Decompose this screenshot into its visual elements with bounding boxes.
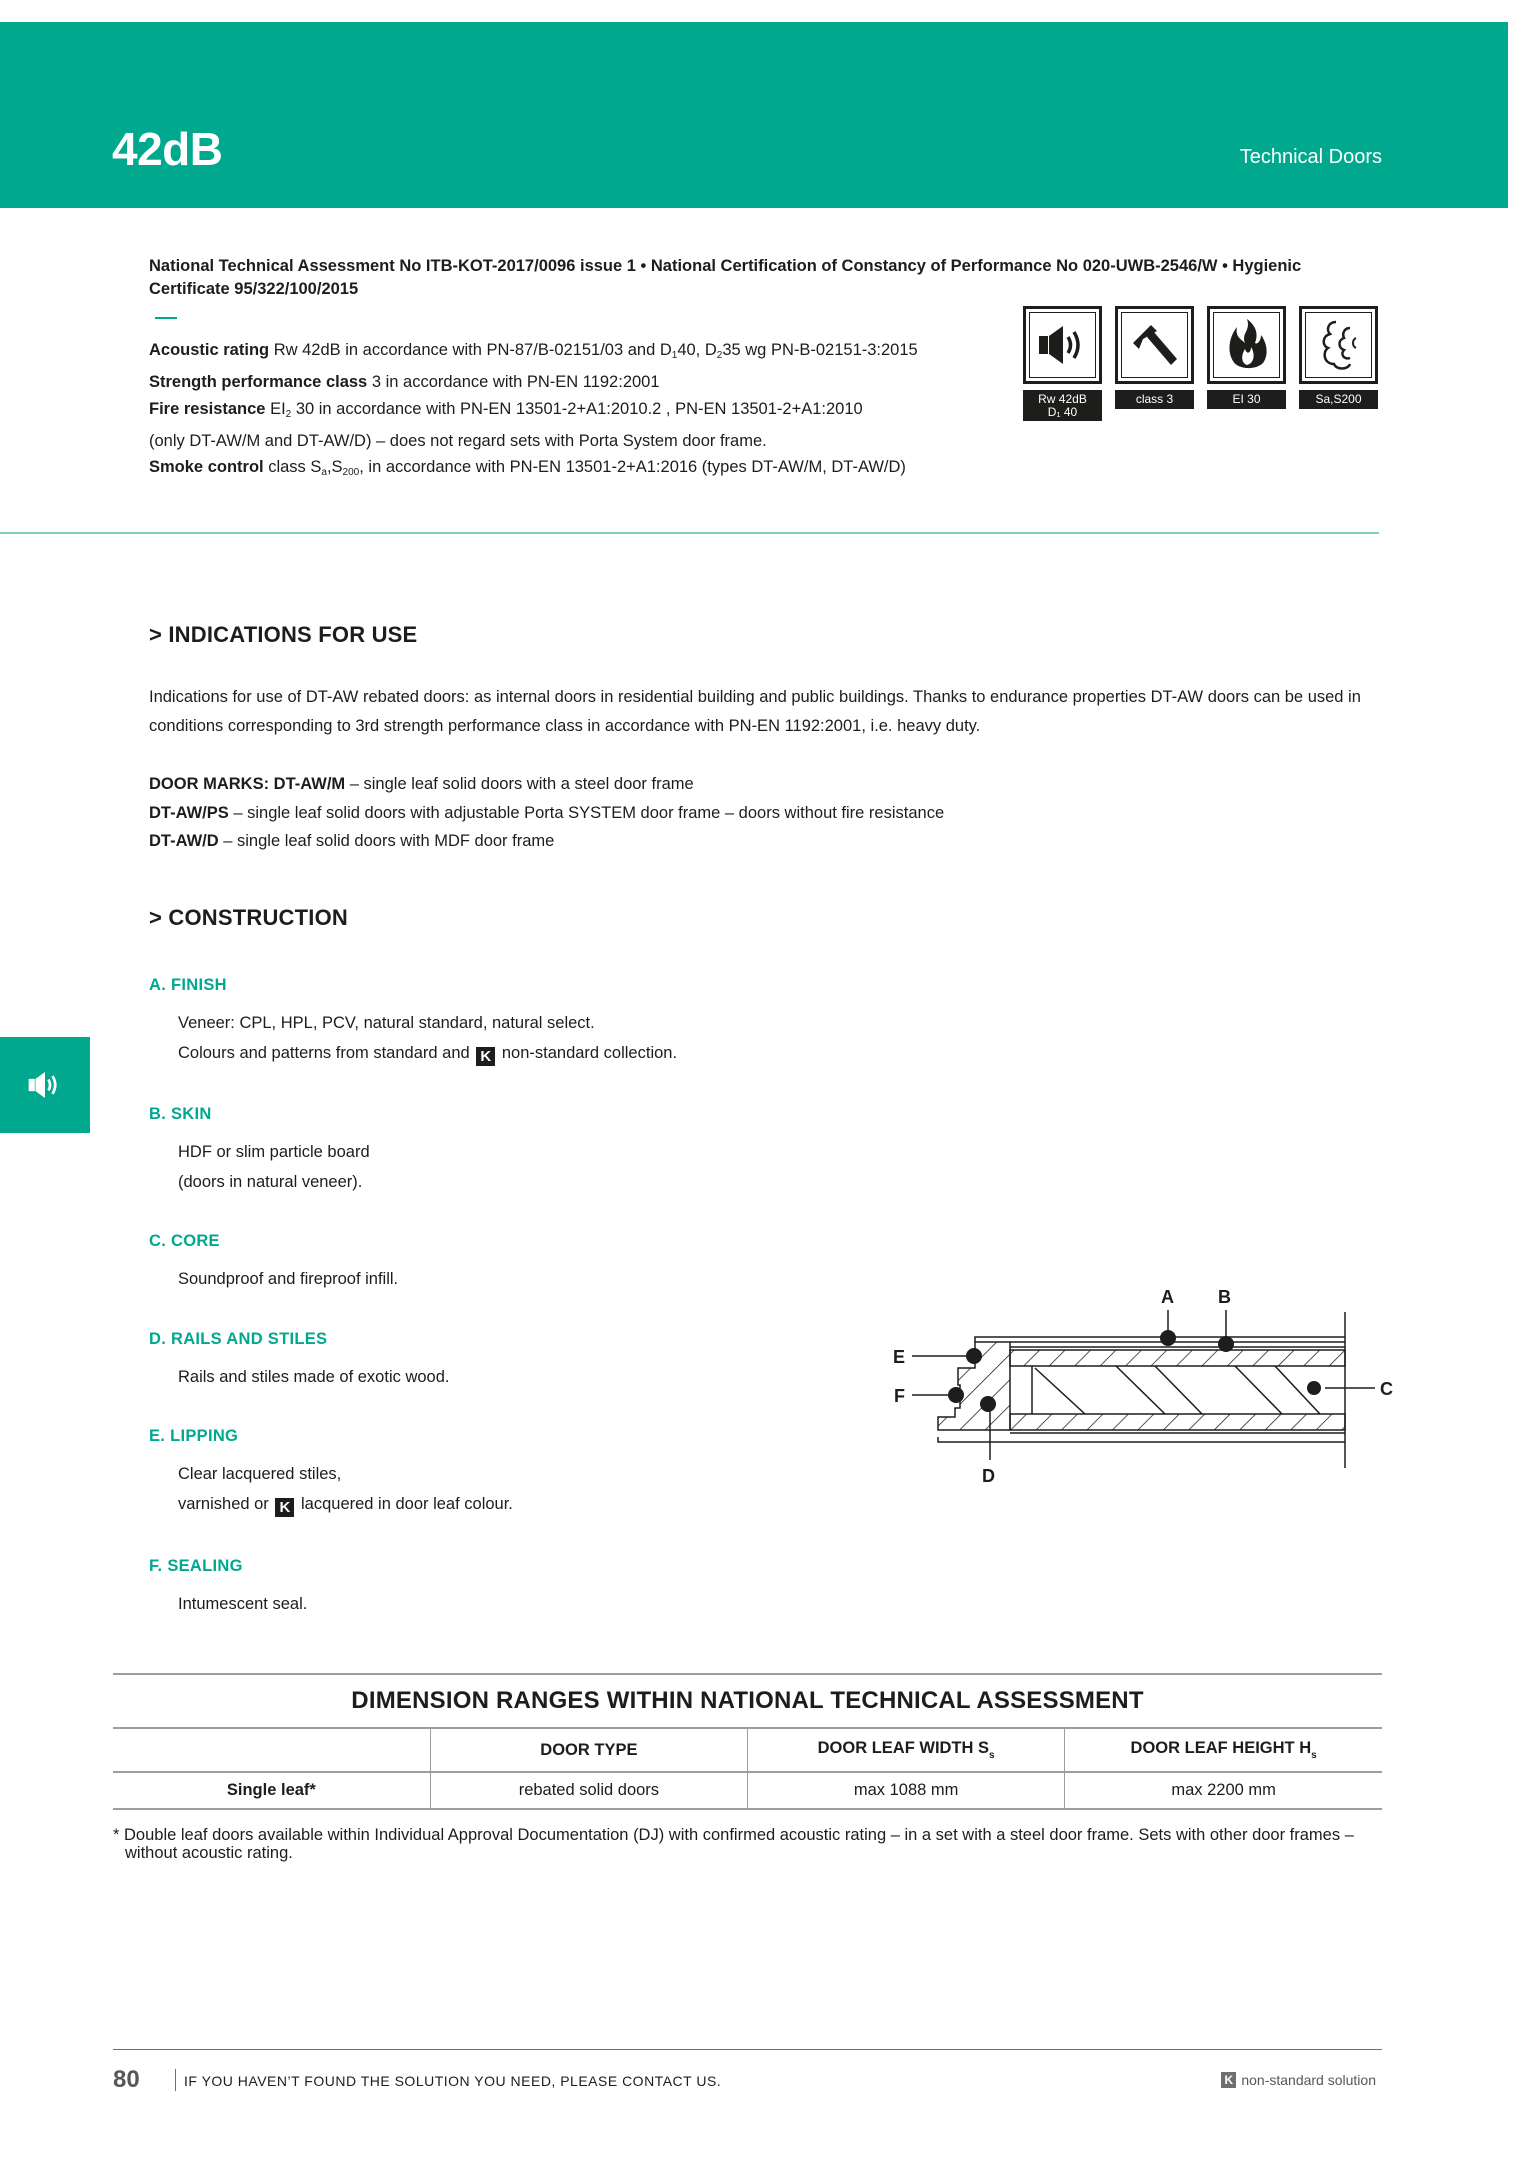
smoke-icon [1316, 318, 1362, 372]
core-text: Soundproof and fireproof infill. [178, 1270, 399, 1288]
indications-paragraph: Indications for use of DT-AW rebated doors: as internal doors in residential building and public buildings. Thanks to endurance properties DT-AW doors can be used in conditions corresponding to 3rd strength performance class in accordance with PN-EN 1192:2001, i.e. heavy duty. [149, 688, 1361, 735]
table-footnote: * Double leaf doors available within Individual Approval Documentation (DJ) with confirmed acoustic rating – in a set with a steel door frame. Sets with other door frames – without acoustic rating. [113, 1826, 1354, 1862]
page-number: 80 [113, 2066, 140, 2093]
footer-separator [175, 2069, 176, 2091]
table-row [113, 1772, 1382, 1809]
lipping-text: Clear lacquered stiles, varnished or K lacquered in door leaf colour. [178, 1465, 513, 1516]
property-badges [1023, 306, 1378, 421]
k-badge-icon: K [275, 1498, 294, 1517]
non-standard-legend [1221, 2072, 1376, 2088]
door-marks [149, 770, 944, 856]
callout-label-d: D [982, 1466, 995, 1486]
lipping-heading: E. LIPPING [149, 1427, 239, 1445]
table-header-row [113, 1729, 1382, 1772]
callout-dot-d [980, 1396, 996, 1412]
callout-label-a: A [1161, 1287, 1174, 1307]
core-heading: C. CORE [149, 1232, 220, 1250]
badge-acoustic [1023, 306, 1102, 421]
acoustic-side-tab [0, 1037, 90, 1133]
fire-resistance: Fire resistance $EI_2$ 30 in accordance with PN-EN 13501-2+A1:2010.2 , PN-EN 13501-2+A1:2010 [149, 399, 863, 420]
page-header [0, 22, 1508, 208]
sealing-text: Intumescent seal. [178, 1595, 308, 1613]
performance-properties [149, 337, 1009, 486]
table-cell: max 2200 mm [1065, 1772, 1382, 1809]
column-header: DOOR LEAF WIDTH $S_s$ [748, 1729, 1065, 1772]
sealing-heading: F. SEALING [149, 1557, 243, 1575]
door-mark-item: DT-AW/PS – single leaf solid doors with adjustable Porta SYSTEM door frame – doors without fire resistance [149, 803, 945, 822]
indications-heading: > INDICATIONS FOR USE [149, 622, 418, 647]
badge-label: EI 30 [1207, 390, 1286, 409]
column-header: DOOR TYPE [430, 1729, 747, 1772]
skin-text: HDF or slim particle board (doors in natural veneer). [178, 1143, 370, 1191]
callout-label-f: F [894, 1386, 905, 1406]
smoke-control: Smoke control class $S_a,S_{200}$, in accordance with PN-EN 13501-2+A1:2016 (types DT-AW/M, DT-AW/D) [149, 458, 906, 479]
finish-text: Veneer: CPL, HPL, PCV, natural standard, natural select. Colours and patterns from standard and K non-standard collection. [178, 1014, 678, 1065]
column-header: DOOR LEAF HEIGHT $H_s$ [1065, 1729, 1382, 1772]
badge-fire [1207, 306, 1286, 421]
strength-class: Strength performance class 3 in accordance with PN-EN 1192:2001 [149, 373, 660, 392]
rails-stiles-text: Rails and stiles made of exotic wood. [178, 1368, 450, 1386]
callout-dot-f [948, 1387, 964, 1403]
page-title: 42dB [112, 123, 223, 175]
column-header [113, 1729, 430, 1772]
construction-heading: > CONSTRUCTION [149, 905, 348, 930]
rails-stiles-heading: D. RAILS AND STILES [149, 1330, 328, 1348]
table-cell: rebated solid doors [430, 1772, 747, 1809]
certificates-line: National Technical Assessment No ITB-KOT-2017/0096 issue 1 • National Certification of Constancy of Performance No 020-UWB-2546/W • Hygienic Certificate 95/322/100/2015 [149, 257, 1302, 298]
legend-text: non-standard solution [1241, 2072, 1376, 2088]
speaker-icon [26, 1070, 64, 1100]
badge-smoke [1299, 306, 1378, 421]
section-name: Technical Doors [1239, 146, 1382, 168]
badge-label: Sa,S200 [1299, 390, 1378, 409]
door-mark-item: DOOR MARKS: DT-AW/M – single leaf solid doors with a steel door frame [149, 775, 694, 793]
flame-icon [1225, 317, 1269, 373]
contact-prompt: IF YOU HAVEN’T FOUND THE SOLUTION YOU NEED, PLEASE CONTACT US. [184, 2073, 722, 2089]
k-badge-icon: K [476, 1047, 495, 1066]
dimension-table [113, 1673, 1382, 1810]
callout-label-e: E [893, 1347, 906, 1367]
callout-dot-a [1160, 1330, 1176, 1346]
callout-dot-b [1218, 1336, 1234, 1352]
door-cross-section-diagram [880, 1280, 1410, 1500]
speaker-icon [1037, 323, 1089, 367]
callout-dot-c [1307, 1381, 1321, 1395]
badge-label: Rw 42dB D₁ 40 [1023, 390, 1102, 421]
badge-strength [1115, 306, 1194, 421]
k-badge-icon: K [1221, 2072, 1236, 2088]
table-title: DIMENSION RANGES WITHIN NATIONAL TECHNICAL ASSESSMENT [351, 1687, 1144, 1714]
callout-label-b: B [1218, 1287, 1231, 1307]
footer-divider [113, 2049, 1382, 2050]
fire-resistance-note: (only DT-AW/M and DT-AW/D) – does not regard sets with Porta System door frame. [149, 431, 767, 450]
badge-label: class 3 [1115, 390, 1194, 409]
accent-dash [155, 317, 177, 319]
callout-label-c: C [1380, 1379, 1393, 1399]
callout-dot-e [966, 1348, 982, 1364]
table-cell: Single leaf* [113, 1772, 430, 1809]
hammer-icon [1129, 321, 1181, 369]
finish-heading: A. FINISH [149, 976, 227, 994]
section-divider [0, 532, 1379, 534]
table-cell: max 1088 mm [748, 1772, 1065, 1809]
skin-heading: B. SKIN [149, 1105, 212, 1123]
acoustic-rating: Acoustic rating Rw 42dB in accordance with PN-87/B-02151/03 and $D_140$, $D_235$ wg PN-B-02151-3:2015 [149, 341, 918, 361]
door-mark-item: DT-AW/D – single leaf solid doors with MDF door frame [149, 832, 555, 850]
